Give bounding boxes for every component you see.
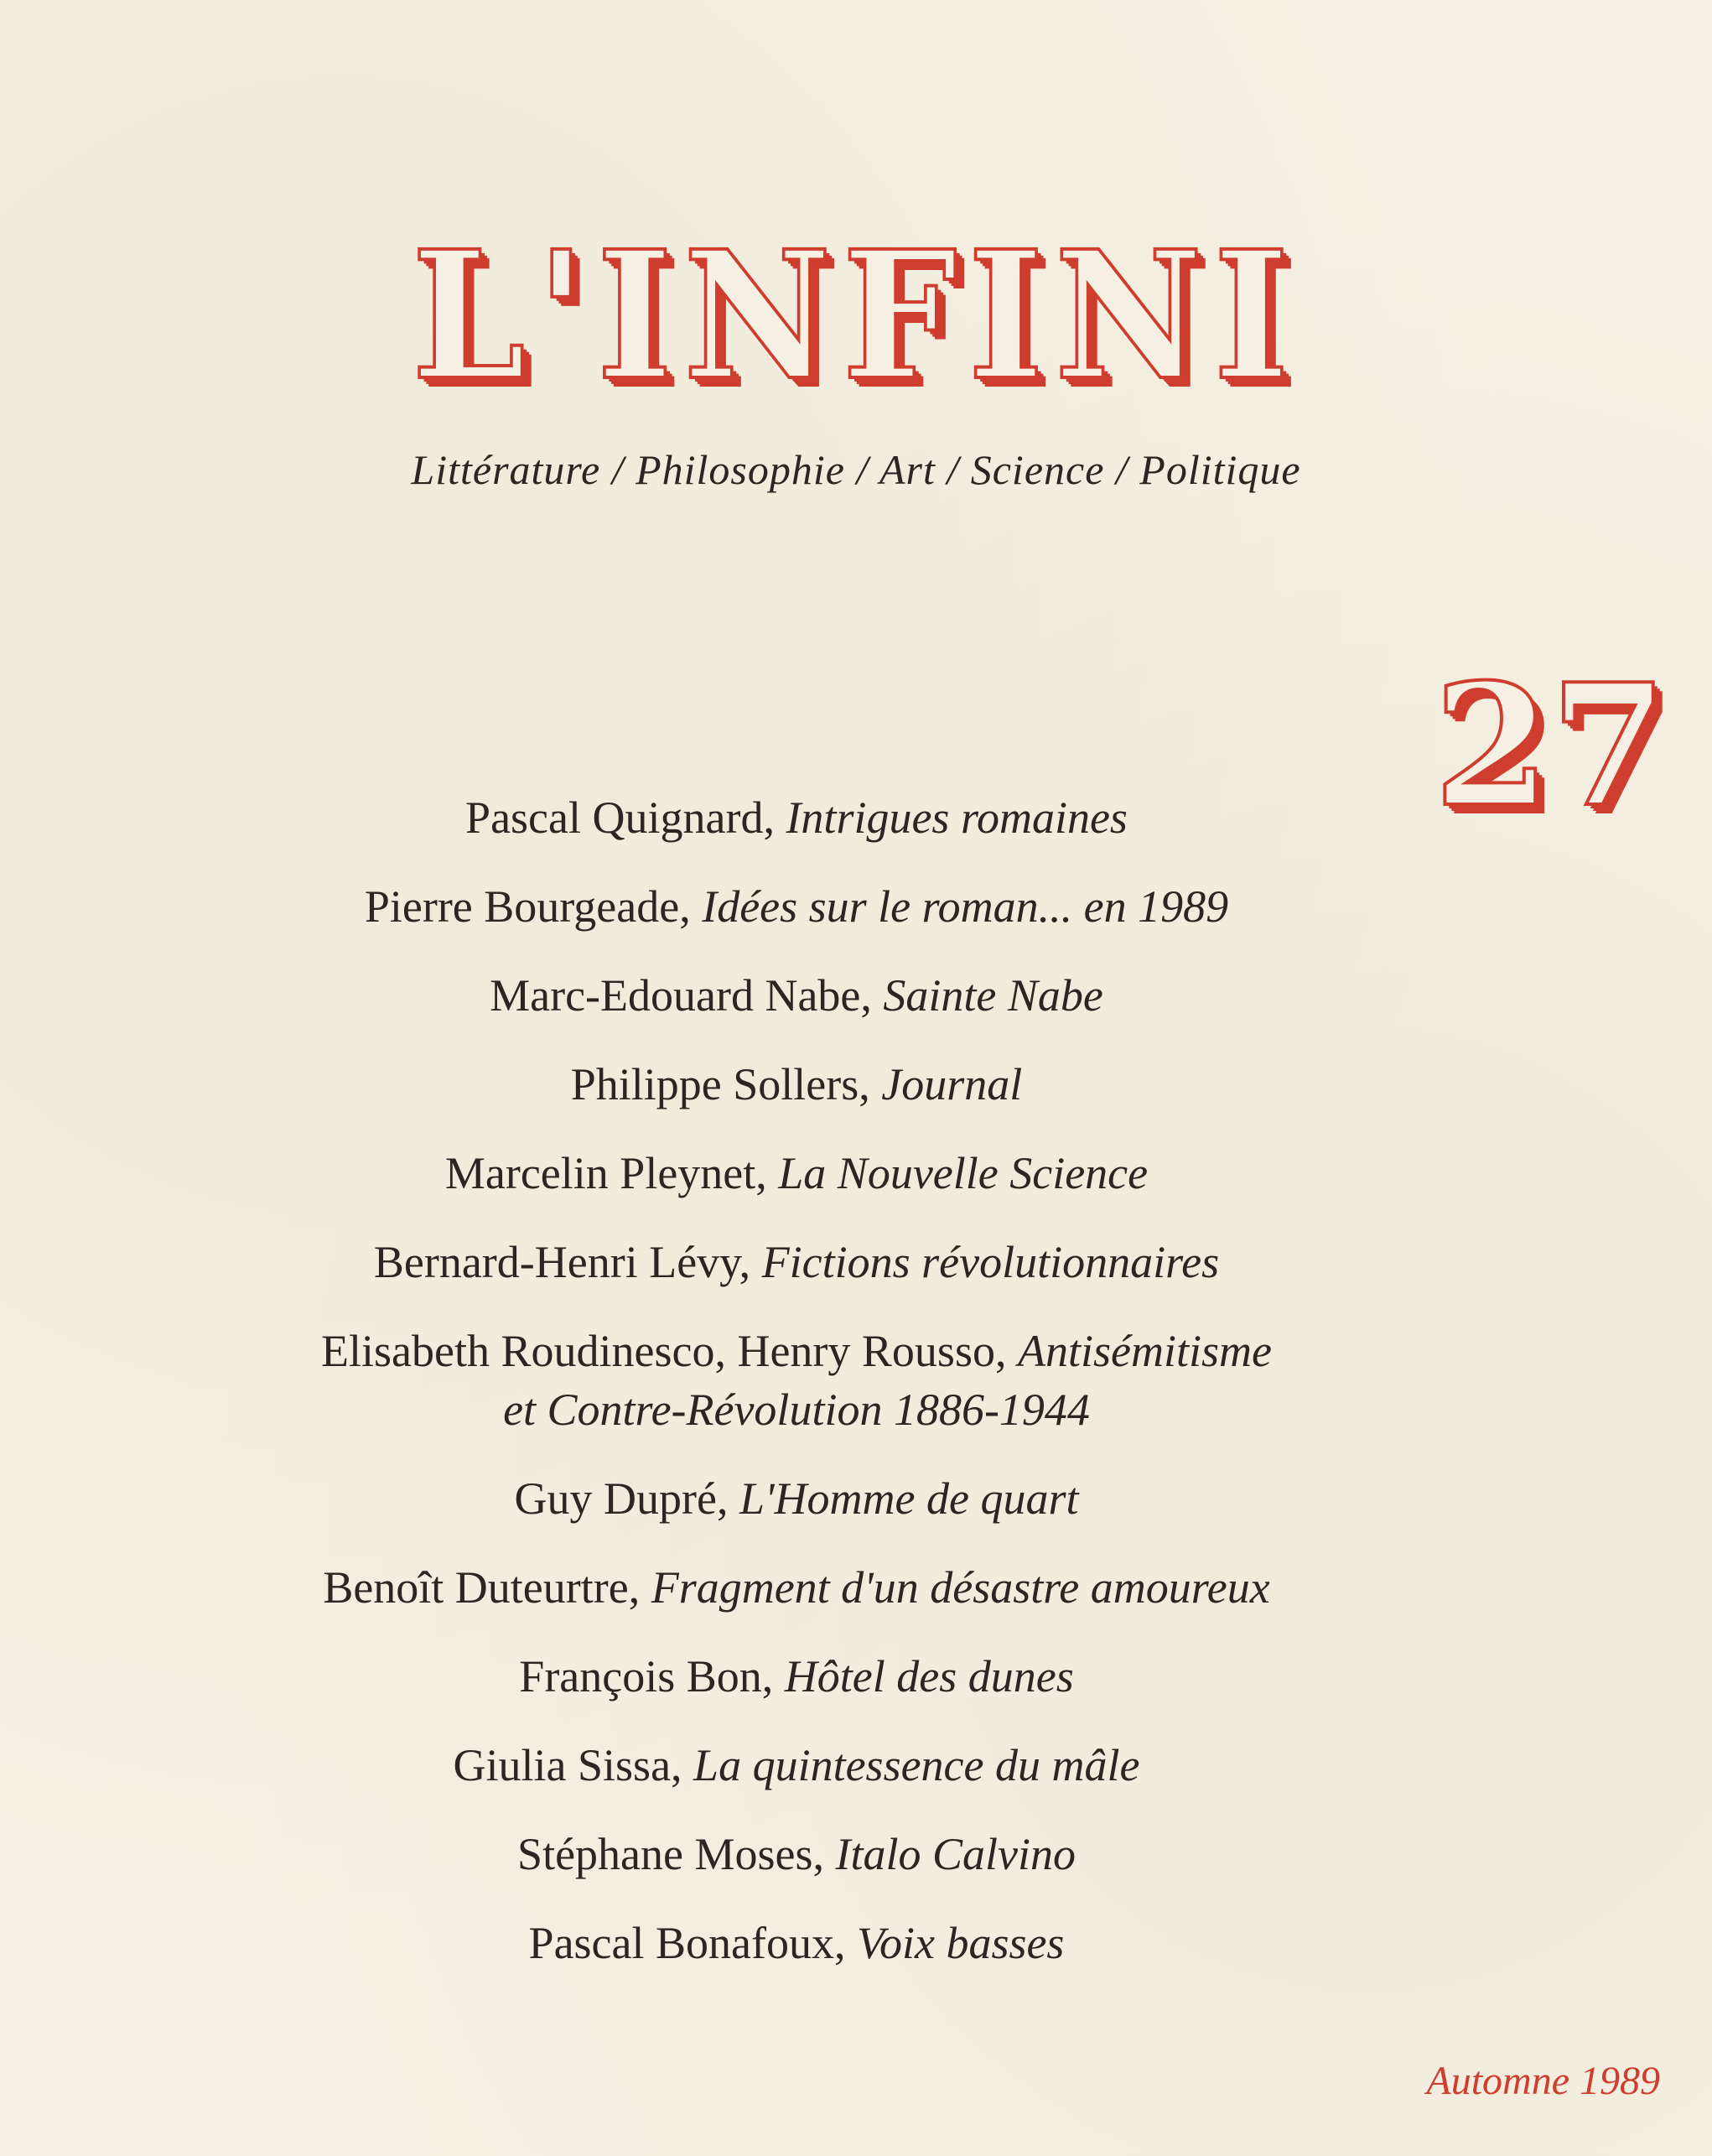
entry-work: La Nouvelle Science: [778, 1148, 1149, 1198]
entry-work: Sainte Nabe: [883, 970, 1103, 1021]
entry-author: Philippe Sollers,: [570, 1059, 882, 1109]
entry-work: Fragment d'un désastre amoureux: [651, 1562, 1270, 1613]
contents-entry: [252, 1469, 1341, 1528]
entry-author: Pascal Quignard,: [465, 792, 786, 843]
contents-entry: [252, 877, 1341, 936]
entry-work: La quintessence du mâle: [693, 1740, 1140, 1790]
entry-work: Idées sur le roman... en 1989: [702, 881, 1229, 932]
contents-entry: [252, 1914, 1341, 1972]
entry-work: Intrigues romaines: [786, 792, 1128, 843]
entry-work: Hôtel des dunes: [784, 1651, 1074, 1701]
masthead: [0, 212, 1712, 419]
table-of-contents: [252, 788, 1341, 2003]
entry-work: Voix basses: [856, 1918, 1065, 1968]
entry-author: Pascal Bonafoux,: [528, 1918, 857, 1968]
contents-entry: [252, 1144, 1341, 1203]
entry-author: François Bon,: [519, 1651, 785, 1701]
contents-entry: [252, 1322, 1341, 1439]
entry-work: Fictions révolutionnaires: [761, 1237, 1220, 1287]
issue-season: Automne 1989: [1426, 2059, 1660, 2103]
journal-subtitle: Littérature / Philosophie / Art / Science / Politique: [411, 446, 1301, 493]
entry-work: Journal: [881, 1059, 1023, 1109]
entry-author: Marcelin Pleynet,: [444, 1148, 779, 1198]
contents-entry: [252, 1825, 1341, 1883]
journal-title: L'INFINI: [412, 212, 1300, 419]
entry-author: Marc-Edouard Nabe,: [490, 970, 884, 1021]
entry-author: Benoît Duteurtre,: [323, 1562, 651, 1613]
entry-author: Stéphane Moses,: [517, 1829, 836, 1879]
contents-entry: [252, 788, 1341, 847]
entry-author: Pierre Bourgeade,: [364, 881, 703, 932]
contents-entry: [252, 1233, 1341, 1291]
entry-work: Italo Calvino: [835, 1829, 1076, 1879]
contents-entry: [252, 1647, 1341, 1706]
contents-entry: [252, 966, 1341, 1025]
entry-work: L'Homme de quart: [739, 1473, 1079, 1524]
contents-entry: [252, 1736, 1341, 1795]
issue-number: 27: [1434, 647, 1668, 844]
entry-author: Bernard-Henri Lévy,: [373, 1237, 762, 1287]
entry-work-continued: et Contre-Révolution 1886-1944: [503, 1385, 1090, 1435]
entry-author: Giulia Sissa,: [453, 1740, 694, 1790]
entry-work: Antisémitisme: [1017, 1326, 1272, 1376]
contents-entry: [252, 1055, 1341, 1114]
entry-author: Elisabeth Roudinesco, Henry Rousso,: [321, 1326, 1018, 1376]
contents-entry: [252, 1558, 1341, 1617]
entry-author: Guy Dupré,: [514, 1473, 739, 1524]
